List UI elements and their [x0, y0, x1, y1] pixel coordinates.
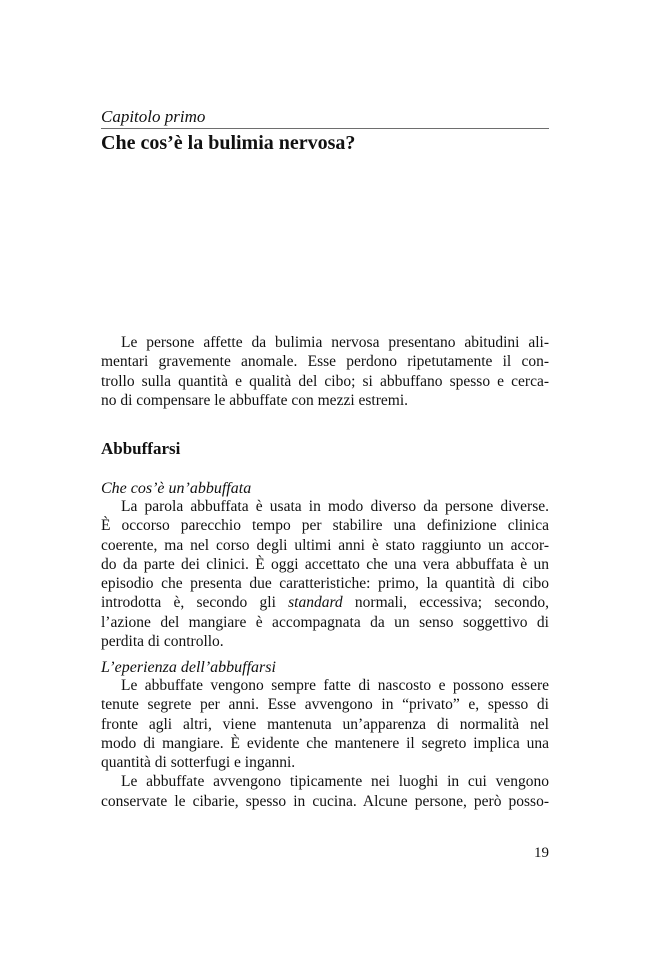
text-line: episodio che presenta due caratteristiche: primo, la quantità di cibo	[101, 575, 549, 593]
body-paragraph	[101, 497, 549, 651]
text-line: tenute segrete per anni. Esse avvengono in “privato” e, spesso di	[101, 696, 549, 714]
emphasized-word: standard	[288, 594, 343, 612]
text-fragment: normali, eccessiva; secondo,	[342, 594, 549, 612]
text-line: no di compensare le abbuffate con mezzi estremi.	[101, 391, 409, 409]
text-line: La parola abbuffata è usata in modo diverso da persone diverse.	[121, 498, 549, 515]
text-line: perdita di controllo.	[101, 633, 224, 651]
intro-paragraph	[101, 333, 549, 410]
text-line: coerente, ma nel corso degli ultimi anni è stato raggiunto un accor-	[101, 536, 549, 554]
text-line: do da parte dei clinici. È oggi accettato che una vera abbuffata è un	[101, 555, 549, 573]
text-line: quantità di sotterfugi e inganni.	[101, 754, 296, 772]
text-line: Le persone affette da bulimia nervosa presentano abitudini ali-	[121, 334, 549, 351]
text-line: conservate le cibarie, spesso in cucina. Alcune persone, però posso-	[101, 792, 549, 810]
body-paragraph	[101, 676, 549, 811]
page-number: 19	[534, 845, 549, 861]
text-line: È occorso parecchio tempo per stabilire una definizione clinica	[101, 517, 549, 535]
text-line: Le abbuffate vengono sempre fatte di nascosto e possono essere	[121, 677, 549, 694]
chapter-label: Capitolo primo	[101, 107, 206, 126]
subsection-title: Che cos’è un’abbuffata	[101, 480, 252, 497]
text-line: l’azione del mangiare è accompagnata da un senso soggettivo di	[101, 613, 549, 631]
text-line: fronte agli altri, viene mantenuta un’apparenza di normalità nel	[101, 715, 549, 733]
subsection-title: L’eperienza dell’abbuffarsi	[101, 659, 276, 676]
section-title: Abbuffarsi	[101, 439, 181, 458]
text-line: mentari gravemente anomale. Esse perdono ripetutamente il con-	[101, 353, 549, 371]
text-line: trollo sulla quantità e qualità del cibo; si abbuffano spesso e cerca-	[101, 372, 549, 390]
text-line: modo di mangiare. È evidente che mantenere il segreto implica una	[101, 734, 549, 752]
text-line: Le abbuffate avvengono tipicamente nei luoghi in cui vengono	[121, 773, 549, 791]
chapter-title: Che cos’è la bulimia nervosa?	[101, 132, 356, 154]
chapter-divider	[101, 128, 549, 129]
text-fragment: introdotta è, secondo gli	[101, 594, 289, 612]
text-line	[101, 593, 549, 612]
